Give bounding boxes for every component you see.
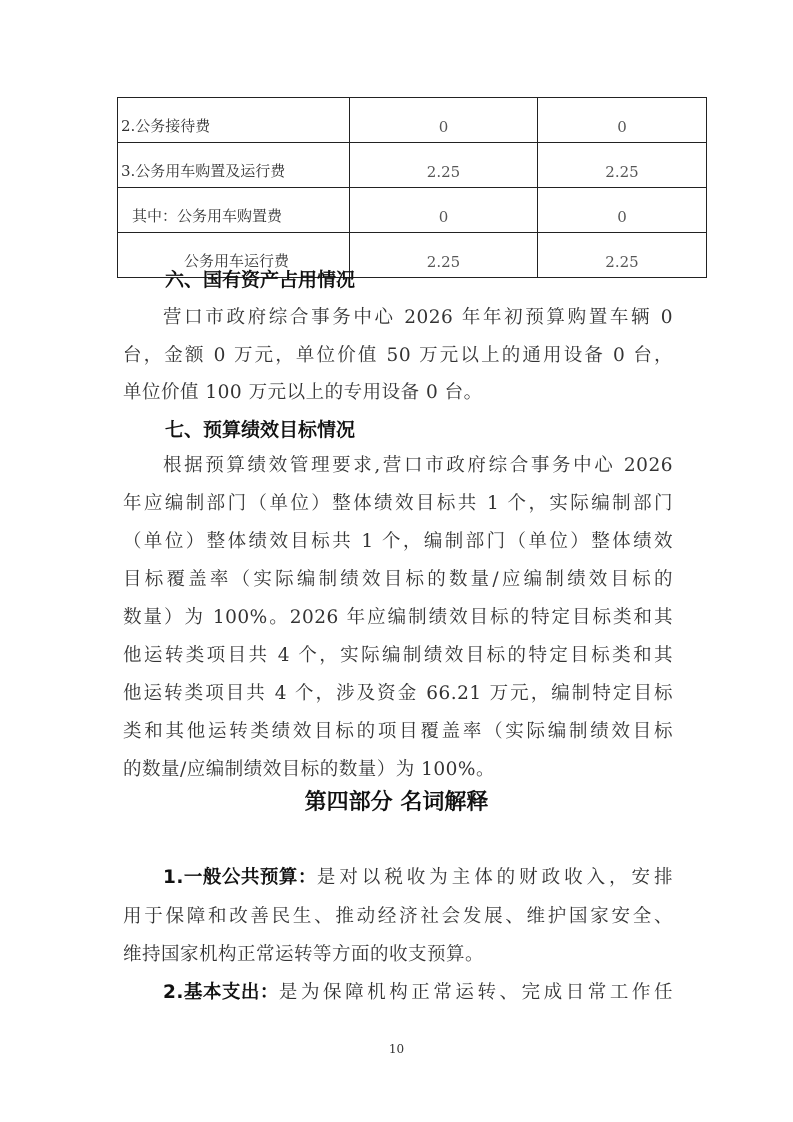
row-value: 0: [350, 188, 538, 233]
table-row: [118, 188, 707, 233]
paragraph-line: 的数量/应编制绩效目标的数量）为 100%。: [123, 759, 496, 780]
paragraph-line: 数量）为 100%。2026 年应编制绩效目标的特定目标类和其: [123, 607, 673, 628]
term-1-first-line: [163, 866, 673, 890]
row-value: 0: [538, 98, 707, 143]
paragraph-line: 年应编制部门（单位）整体绩效目标共 1 个，实际编制部门: [123, 493, 673, 514]
term-2-text: 是为保障机构正常运转、完成日常工作任: [278, 982, 673, 1003]
row-label: 2.公务接待费: [118, 98, 350, 143]
row-value: 0: [538, 188, 707, 233]
row-label: 3.公务用车购置及运行费: [118, 143, 350, 188]
part-title: 第四部分 名词解释: [304, 790, 489, 815]
paragraph-line: 单位价值 100 万元以上的专用设备 0 台。: [123, 382, 483, 403]
paragraph-line: 维持国家机构正常运转等方面的收支预算。: [123, 944, 485, 965]
page-number: 10: [388, 1042, 405, 1056]
row-label: 其中：公务用车购置费: [118, 188, 350, 233]
paragraph-line: 目标覆盖率（实际编制绩效目标的数量/应编制绩效目标的: [123, 569, 673, 590]
paragraph-line: 他运转类项目共 4 个，涉及资金 66.21 万元，编制特定目标: [123, 683, 673, 704]
term-2-first-line: [163, 981, 673, 1005]
table-row: [118, 143, 707, 188]
expense-table: [117, 97, 707, 278]
term-1-label: 1.一般公共预算：: [163, 867, 317, 888]
row-label: 公务用车运行费: [118, 233, 350, 278]
paragraph-line: 类和其他运转类绩效目标的项目覆盖率（实际编制绩效目标: [123, 721, 673, 742]
row-value: 2.25: [538, 233, 707, 278]
section-heading: 七、预算绩效目标情况: [165, 419, 356, 441]
paragraph-line: 用于保障和改善民生、推动经济社会发展、维护国家安全、: [123, 906, 673, 927]
row-value: 2.25: [350, 233, 538, 278]
term-2-label: 2.基本支出：: [163, 982, 279, 1003]
paragraph-line: （单位）整体绩效目标共 1 个，编制部门（单位）整体绩效: [123, 531, 673, 552]
section-heading: 六、国有资产占用情况: [165, 269, 356, 291]
row-value: 2.25: [538, 143, 707, 188]
paragraph-line: 台，金额 0 万元，单位价值 50 万元以上的通用设备 0 台，: [123, 345, 673, 366]
row-value: 0: [350, 98, 538, 143]
paragraph-line: 他运转类项目共 4 个，实际编制绩效目标的特定目标类和其: [123, 645, 673, 666]
paragraph-line: 营口市政府综合事务中心 2026 年年初预算购置车辆 0: [163, 307, 673, 328]
term-1-text: 是对以税收为主体的财政收入，安排: [316, 867, 673, 888]
table-row: [118, 98, 707, 143]
paragraph-line: 根据预算绩效管理要求,营口市政府综合事务中心 2026: [163, 455, 673, 476]
row-value: 2.25: [350, 143, 538, 188]
